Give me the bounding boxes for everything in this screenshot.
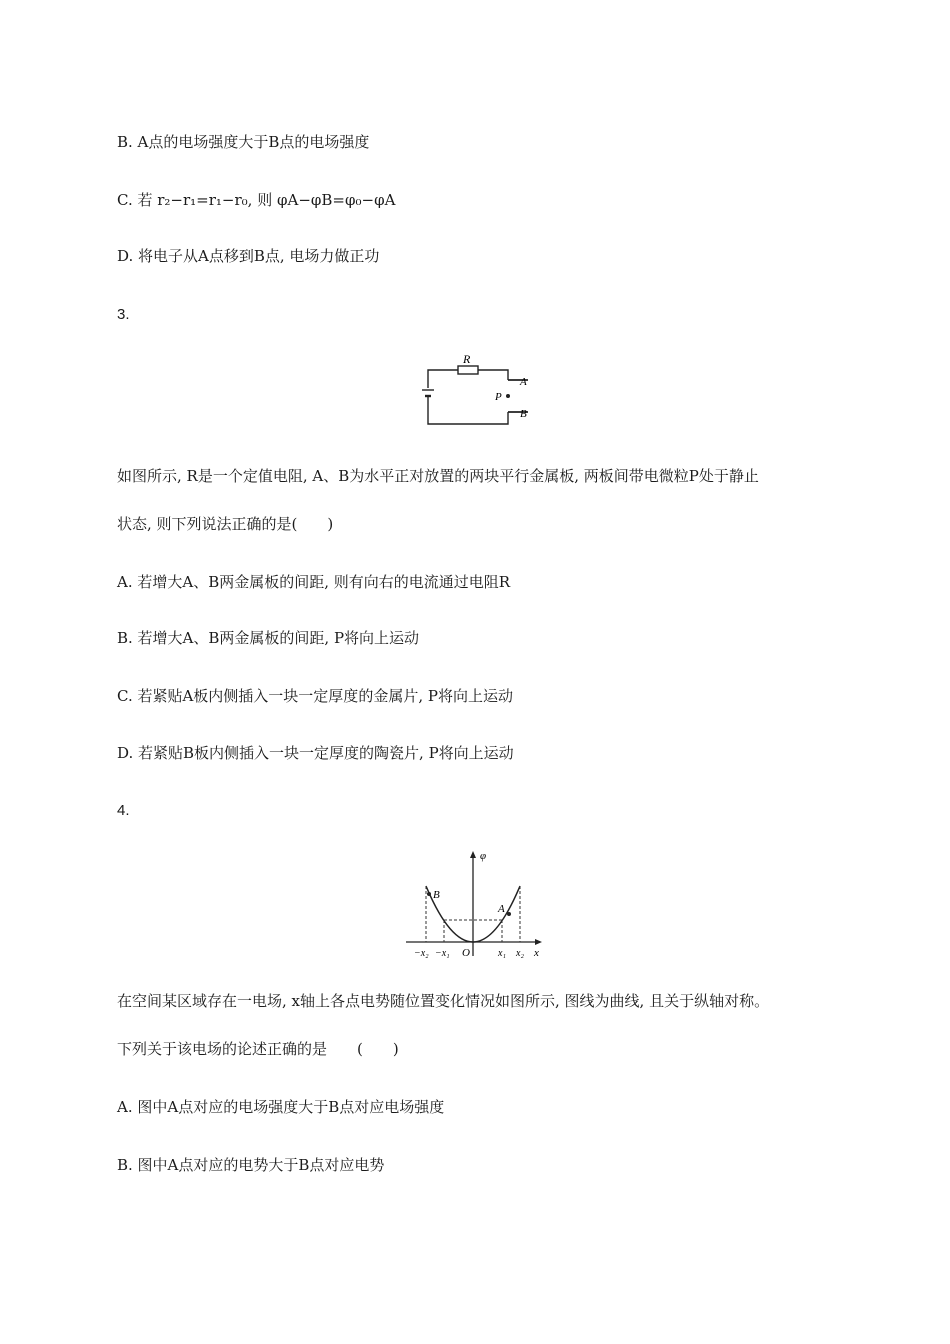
y-axis-arrow bbox=[470, 851, 476, 858]
label-a: A bbox=[520, 376, 527, 388]
q3-stem-line1: 如图所示, R是一个定值电阻, A、B为水平正对放置的两块平行金属板, 两板间带电微粒P处于静止 bbox=[117, 467, 759, 485]
label-x1: x₁ bbox=[498, 948, 506, 959]
particle-p bbox=[506, 394, 510, 398]
label-p: P bbox=[495, 391, 502, 403]
q2-option-c: C. 若 r₂−r₁=r₁−r₀, 则 φA−φB=φ₀−φA bbox=[117, 191, 396, 209]
label-neg-x1: −x₁ bbox=[435, 948, 450, 959]
potential-graph bbox=[404, 846, 548, 960]
label-x2: x₂ bbox=[516, 948, 524, 959]
q4-number: 4. bbox=[117, 802, 130, 819]
q3-option-d: D. 若紧贴B板内侧插入一块一定厚度的陶瓷片, P将向上运动 bbox=[117, 744, 514, 762]
q3-number: 3. bbox=[117, 306, 130, 323]
point-b bbox=[427, 892, 431, 896]
q3-option-b: B. 若增大A、B两金属板的间距, P将向上运动 bbox=[117, 629, 420, 647]
label-b: B bbox=[433, 889, 440, 901]
q4-option-a: A. 图中A点对应的电场强度大于B点对应电场强度 bbox=[117, 1098, 445, 1116]
q2-option-d: D. 将电子从A点移到B点, 电场力做正功 bbox=[117, 247, 380, 265]
q4-option-b: B. 图中A点对应的电势大于B点对应电势 bbox=[117, 1156, 385, 1174]
circuit-diagram bbox=[420, 352, 540, 430]
q3-option-c: C. 若紧贴A板内侧插入一块一定厚度的金属片, P将向上运动 bbox=[117, 687, 513, 705]
resistor-r bbox=[458, 366, 478, 374]
label-r: R bbox=[463, 352, 471, 366]
q4-stem-line2: 下列关于该电场的论述正确的是 ( ) bbox=[117, 1040, 399, 1058]
label-origin: O bbox=[462, 947, 470, 959]
label-neg-x2: −x₂ bbox=[414, 948, 429, 959]
q3-stem-line2: 状态, 则下列说法正确的是( ) bbox=[117, 515, 334, 533]
label-b: B bbox=[520, 408, 527, 420]
q3-option-a: A. 若增大A、B两金属板的间距, 则有向右的电流通过电阻R bbox=[117, 573, 511, 591]
label-x: x bbox=[534, 947, 539, 959]
q4-stem-line1: 在空间某区域存在一电场, x轴上各点电势随位置变化情况如图所示, 图线为曲线, 且关于纵轴对称。 bbox=[117, 992, 770, 1010]
label-phi: φ bbox=[480, 850, 487, 862]
point-a bbox=[507, 912, 511, 916]
q2-option-b: B. A点的电场强度大于B点的电场强度 bbox=[117, 133, 370, 151]
label-a: A bbox=[498, 903, 505, 915]
x-axis-arrow bbox=[535, 939, 542, 945]
